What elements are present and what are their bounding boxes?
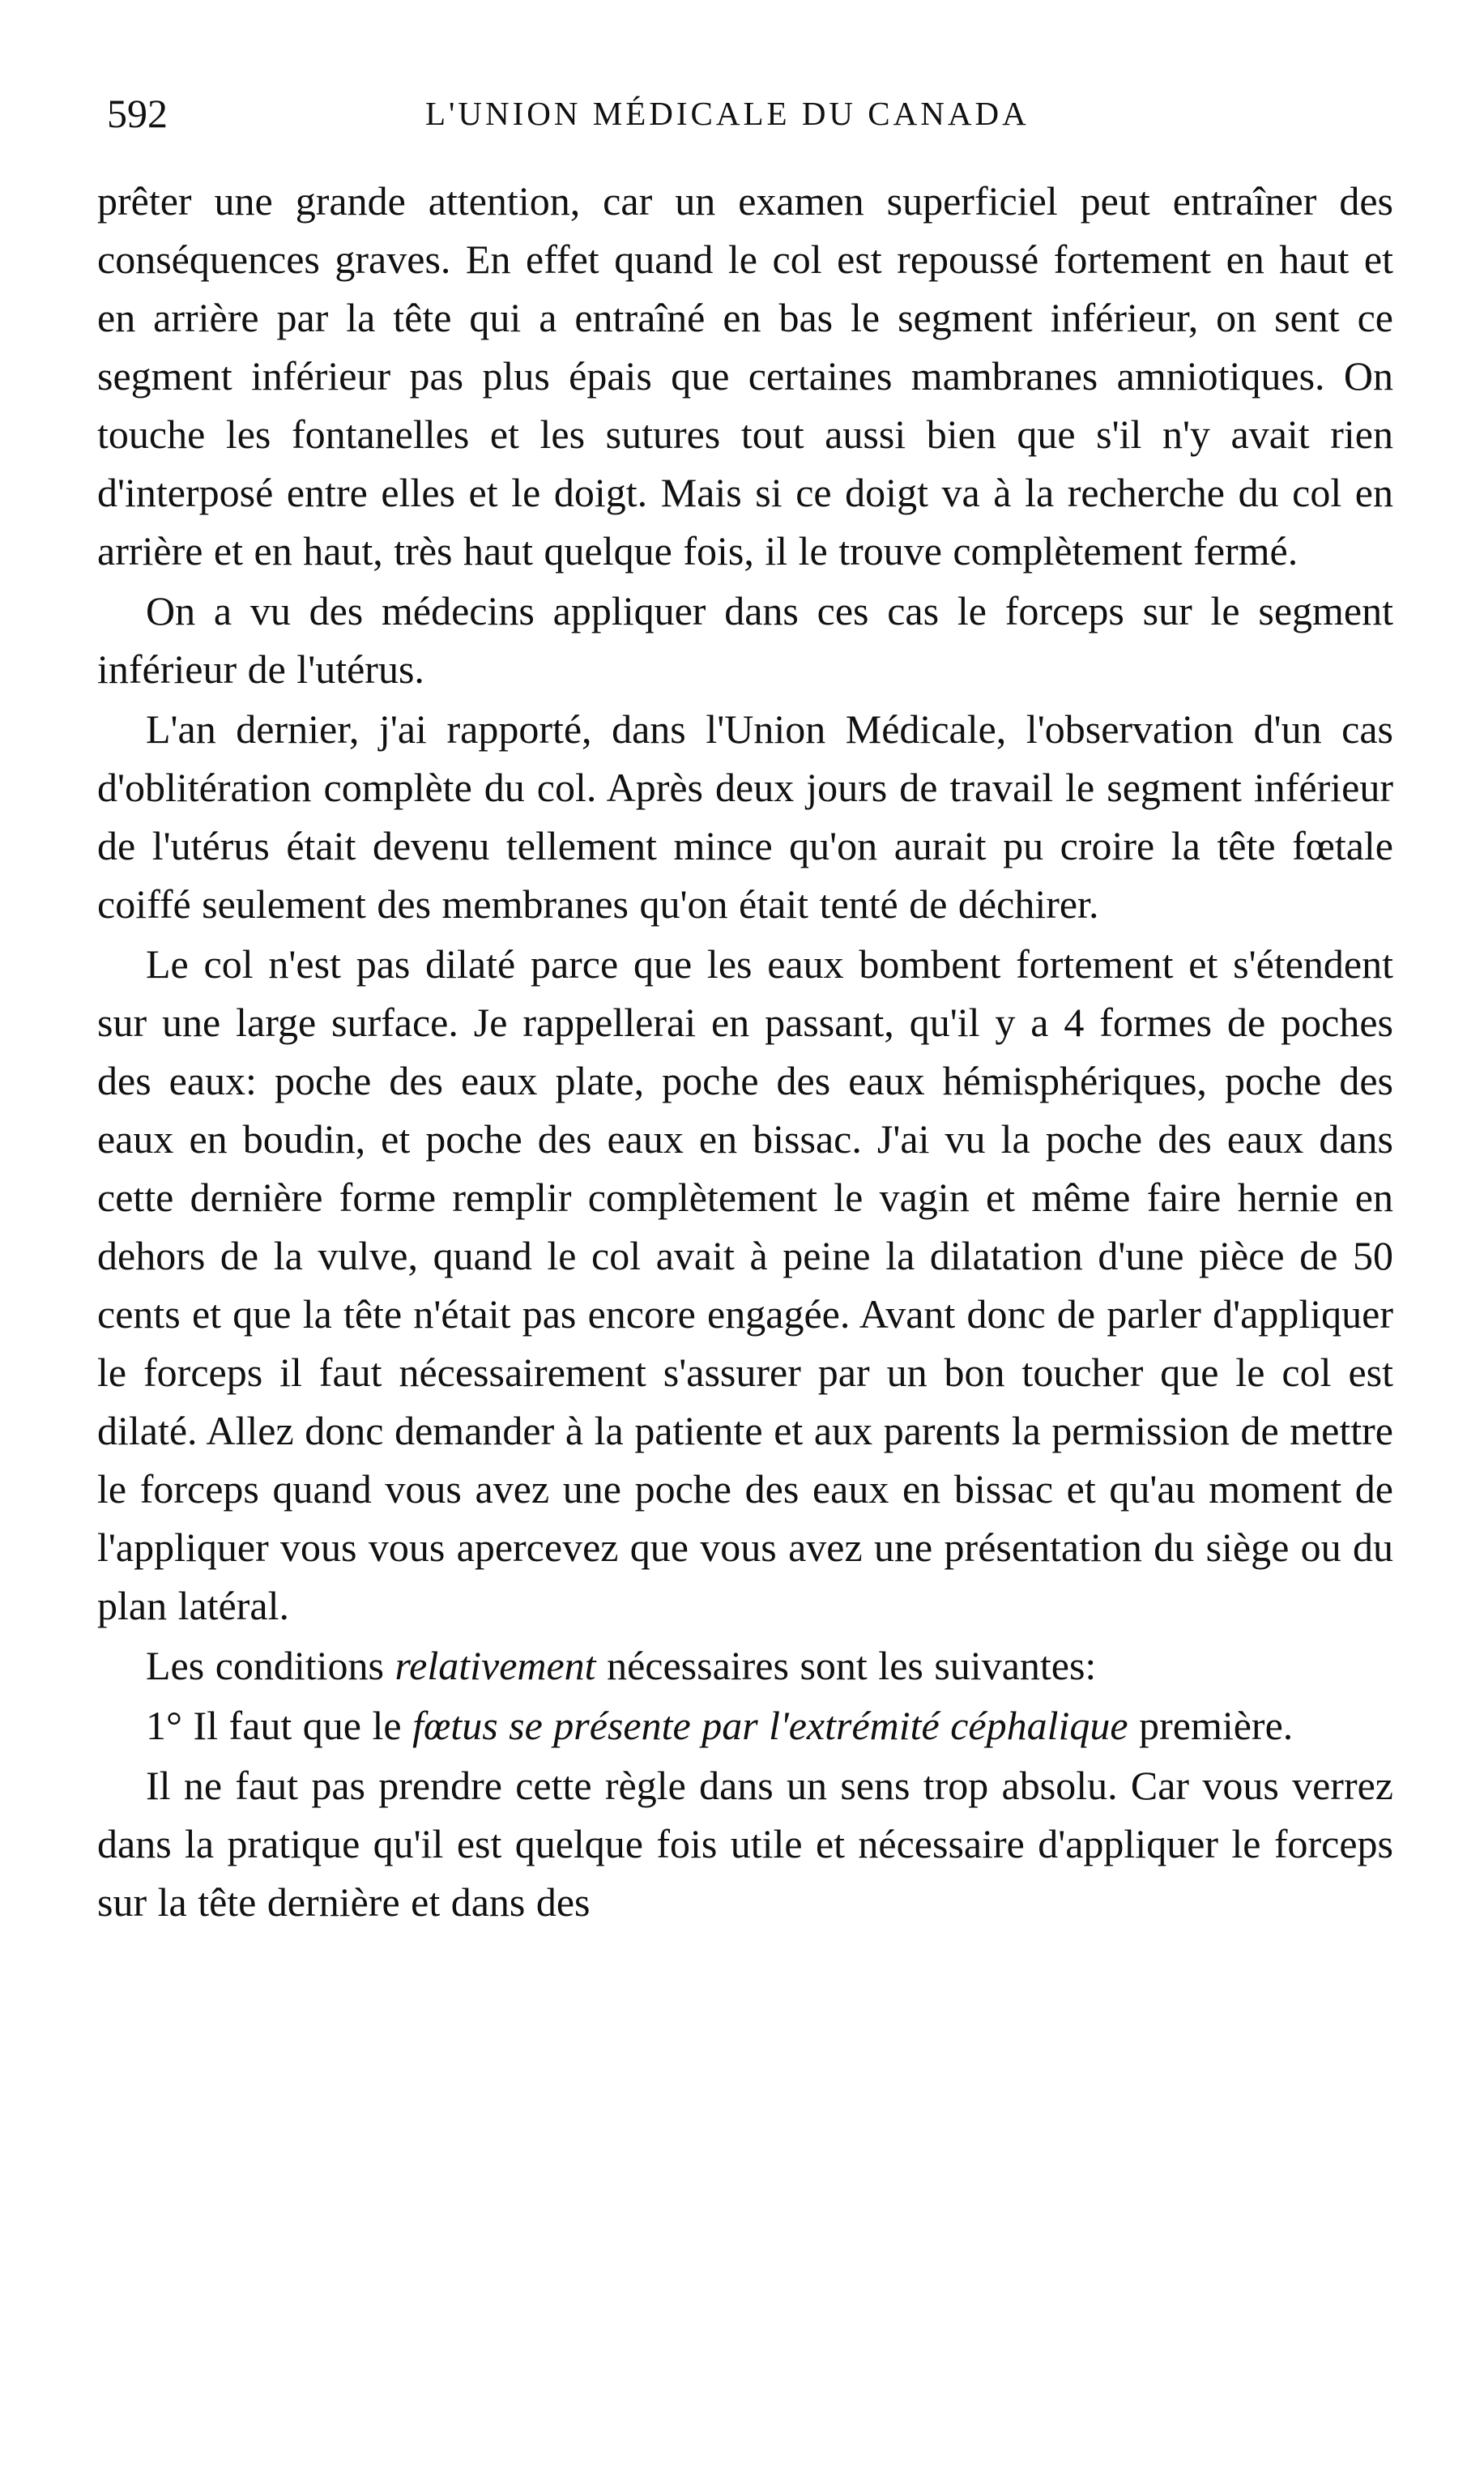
paragraph-rule-note: Il ne faut pas prendre cette règle dans un sens trop absolu. Car vous verrez dans la pratique qu'il est quelque fois utile et nécessaire d'appliquer le forceps sur la tête dernière et dans des: [97, 1763, 1393, 1925]
page-header: [97, 81, 1393, 146]
conditions-italic-text: relativement: [394, 1643, 596, 1688]
conditions-text-after: nécessaires sont les suivantes:: [595, 1643, 1097, 1688]
conditions-text-before: Les conditions: [146, 1643, 395, 1688]
paragraph-conditions: [97, 1636, 1393, 1695]
first-condition-text-before: 1° Il faut que le: [146, 1703, 413, 1748]
body-text: [97, 172, 1393, 1931]
running-title: L'UNION MÉDICALE DU CANADA: [425, 95, 1030, 132]
paragraph-forceps-segment: On a vu des médecins appliquer dans ces cas le forceps sur le segment inférieur de l'utérus.: [97, 588, 1393, 692]
paragraph-dilatation: Le col n'est pas dilaté parce que les eaux bombent fortement et s'étendent sur une large surface. Je rappellerai en passant, qu'il y a 4 formes de poches des eaux: poche des eaux plate, poche des eaux hémisphériques, poche des eaux en boudin, et poche des eaux en bissac. J'ai vu la poche des eaux dans cette dernière forme remplir complètement le vagin et même faire hernie en dehors de la vulve, quand le col avait à peine la dilatation d'une pièce de 50 cents et que la tête n'était pas encore engagée. Avant donc de parler d'appliquer le forceps il faut nécessairement s'assurer par un bon toucher que le col est dilaté. Allez donc demander à la patiente et aux parents la permission de mettre le forceps quand vous avez une poche des eaux en bissac et qu'au moment de l'appliquer vous vous apercevez que vous avez une présentation du siège ou du plan latéral.: [97, 941, 1393, 1628]
page-number: 592: [107, 91, 168, 136]
paragraph-continued: prêter une grande attention, car un examen superficiel peut entraîner des conséquences graves. En effet quand le col est repoussé fortement en haut et en arrière par la tête qui a entraîné en bas le segment inférieur, on sent ce segment inférieur pas plus épais que certaines mambranes amniotiques. On touche les fontanelles et les sutures tout aussi bien que s'il n'y avait rien d'interposé entre elles et le doigt. Mais si ce doigt va à la recherche du col en arrière et en haut, très haut quelque fois, il le trouve complètement fermé.: [97, 178, 1393, 574]
paragraph-first-condition: [97, 1696, 1393, 1755]
first-condition-text-after: première.: [1128, 1703, 1294, 1748]
paragraph-observation: L'an dernier, j'ai rapporté, dans l'Union Médicale, l'observation d'un cas d'oblitération complète du col. Après deux jours de travail le segment inférieur de l'utérus était devenu tellement mince qu'on aurait pu croire la tête fœtale coiffé seulement des membranes qu'on était tenté de déchirer.: [97, 706, 1393, 927]
first-condition-italic-text: fœtus se présente par l'extrémité céphalique: [412, 1703, 1128, 1748]
